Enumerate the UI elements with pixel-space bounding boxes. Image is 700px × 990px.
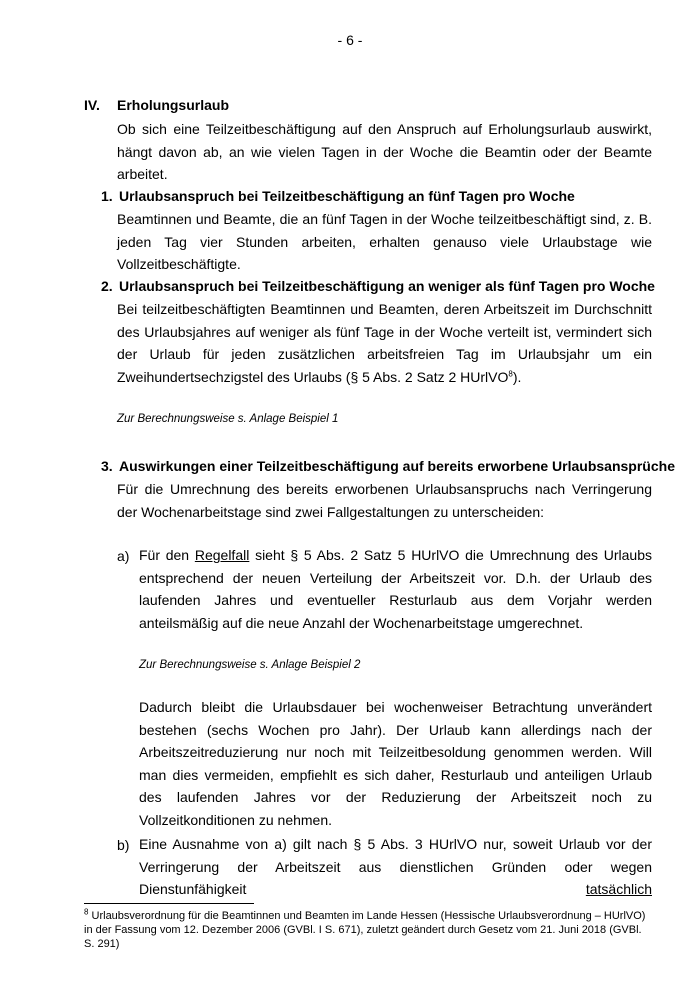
- subitem-b-underlined: tatsächlich: [585, 881, 652, 897]
- subitem-a-label: a): [117, 548, 130, 564]
- item-3-text: Für die Umrechnung des bereits erworbenen Urlaubsanspruchs nach Verringerung der Wochenarbeitstage sind zwei Fallgestaltungen zu unterscheiden:: [117, 481, 652, 520]
- subitem-b-text-pre: Eine Ausnahme von a) gilt nach § 5 Abs. 3 HUrlVO nur, soweit Urlaub vor der Verringerung der Arbeitszeit aus dienstlichen Gründen oder wegen Dienstunfähigkeit: [139, 836, 652, 897]
- section-number: IV.: [84, 97, 100, 113]
- page-number: - 6 -: [337, 32, 363, 48]
- footnote-text: Urlaubsverordnung für die Beamtinnen und Beamten im Lande Hessen (Hessische Urlaubsverordnung – HUrlVO) in der Fassung vom 12. Dezember 2006 (GVBl. I S. 671), zuletzt geändert durch Gesetz vom 21. Juni 2018 (GVBl. S. 291): [84, 910, 646, 950]
- item-2-note: Zur Berechnungsweise s. Anlage Beispiel 1: [117, 413, 339, 425]
- item-2-heading: Urlaubsanspruch bei Teilzeitbeschäftigung an weniger als fünf Tagen pro Woche: [119, 278, 655, 294]
- footnote-number: 8: [84, 907, 89, 917]
- section-intro: Ob sich eine Teilzeitbeschäftigung auf den Anspruch auf Erholungsurlaub auswirkt, hängt davon ab, an wie vielen Tagen in der Woche die Beamtin oder der Beamte arbeitet.: [117, 121, 652, 182]
- subitem-a-text: [139, 544, 652, 634]
- subitem-b-text: [139, 833, 652, 897]
- item-2-text: [117, 298, 652, 388]
- item-1-text: Beamtinnen und Beamte, die an fünf Tagen in der Woche teilzeitbeschäftigt sind, z. B. jeden Tag vier Stunden arbeiten, erhalten genauso viele Urlaubstage wie Vollzeitbeschäftigte.: [117, 211, 652, 272]
- item-2-number: 2.: [101, 278, 113, 294]
- item-3-number: 3.: [101, 458, 113, 474]
- subitem-a-text-post: sieht § 5 Abs. 2 Satz 5 HUrlVO die Umrechnung des Urlaubs entsprechend der neuen Verteilung der Arbeitszeit vor. D.h. der Urlaub des laufenden Jahres und eventueller Resturlaub aus dem Vorjahr werden anteilsmäßig auf die neue Anzahl der Wochenarbeitstage umgerechnet.: [139, 547, 653, 631]
- footnote-reference[interactable]: 8: [508, 368, 513, 378]
- item-2-text-end: ).: [512, 368, 522, 385]
- section-title: Erholungsurlaub: [117, 97, 229, 113]
- item-3-heading: Auswirkungen einer Teilzeitbeschäftigung auf bereits erworbene Urlaubsansprüche: [119, 458, 675, 474]
- subitem-a-note: Zur Berechnungsweise s. Anlage Beispiel 2: [139, 659, 361, 671]
- subitem-b-label: b): [117, 837, 130, 853]
- item-1-number: 1.: [101, 188, 113, 204]
- subitem-a-underlined: Regelfall: [194, 547, 250, 563]
- footnote: [84, 909, 652, 951]
- subitem-a-text-pre: Für den: [139, 547, 195, 563]
- subitem-a-paragraph: Dadurch bleibt die Urlaubsdauer bei wochenweiser Betrachtung unverändert bestehen (sechs Wochen pro Jahr). Der Urlaub kann allerdings nach der Arbeitszeitreduzierung nur noch mit Teilzeitbesoldung genommen werden. Will man dies vermeiden, empfiehlt es sich daher, Resturlaub und anteiligen Urlaub des laufenden Jahres vor der Reduzierung der Arbeitszeit noch zu Vollzeitkonditionen zu nehmen.: [139, 699, 652, 828]
- item-2-text-body: Bei teilzeitbeschäftigten Beamtinnen und Beamten, deren Arbeitszeit im Durchschnitt des Urlaubsjahres auf weniger als fünf Tage in der Woche verteilt ist, vermindert sich der Urlaub für jeden zusätzlichen arbeitsfreien Tag im Urlaubsjahr um ein Zweihundertsechzigstel des Urlaubs (§ 5 Abs. 2 Satz 2 HUrlVO: [117, 301, 652, 385]
- item-1-heading: Urlaubsanspruch bei Teilzeitbeschäftigung an fünf Tagen pro Woche: [119, 188, 575, 204]
- footnote-divider: [84, 903, 254, 904]
